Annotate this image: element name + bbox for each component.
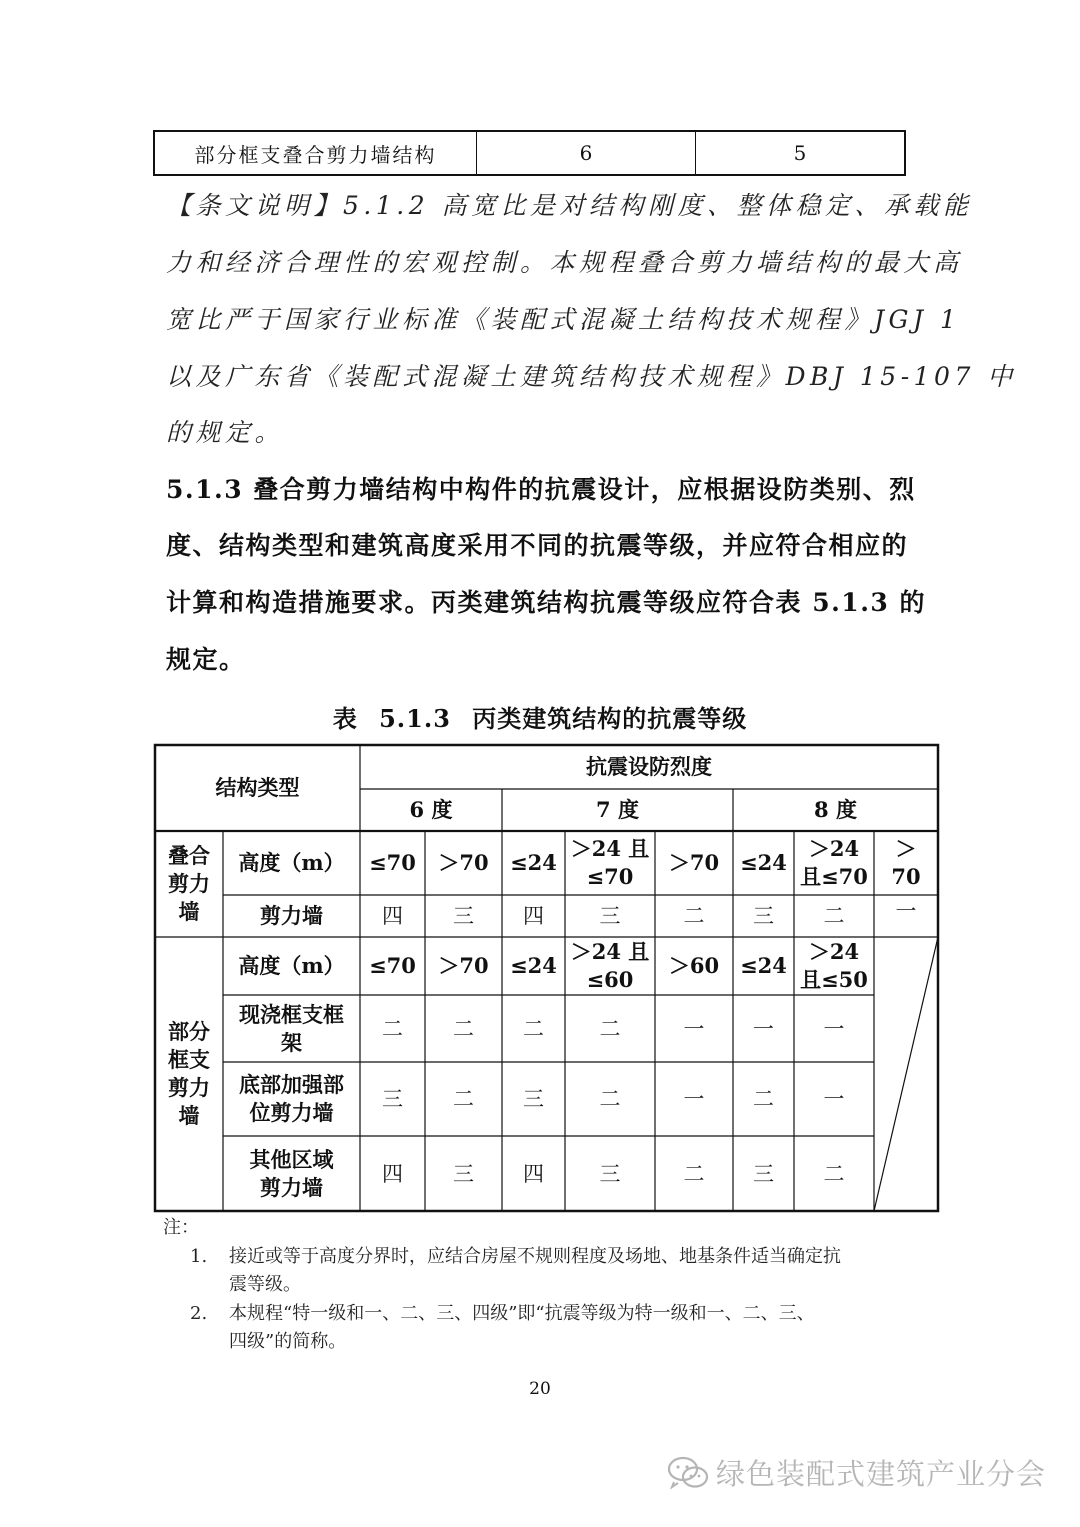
header-7-degree: 7 度 [596, 797, 639, 822]
g1-height-cell: ≤70 [369, 850, 416, 875]
g2-grade-cell: 三 [599, 1161, 621, 1186]
g1-grade-cell: 一 [895, 899, 917, 923]
g2-row-label: 其他区域 剪力墙 [249, 1146, 334, 1200]
g2-grade-cell: 三 [753, 1161, 774, 1186]
wechat-icon [666, 1455, 710, 1491]
g1-height-cell: ＞70 [438, 850, 489, 875]
explanation-line-5: 的规定。 [166, 418, 285, 447]
g1-height-cell: ＞70 [668, 850, 720, 875]
g2-height-cell: ＞24 且≤50 [800, 939, 868, 992]
watermark-text: 绿色装配式建筑产业分会 [715, 1457, 1046, 1491]
g2-height-cell: ＞24 且 ≤60 [570, 939, 650, 992]
g1-grade-cell: 二 [683, 904, 705, 928]
g2-height-label: 高度（m） [238, 953, 345, 978]
g2-grade-cell: 四 [523, 1161, 544, 1186]
page-number: 20 [529, 1379, 551, 1399]
g1-grade-cell: 三 [599, 904, 621, 928]
g1-grade-cell: 四 [382, 904, 403, 928]
note-2-number: 2. [190, 1303, 208, 1324]
note-2-line-2: 四级”的简称。 [229, 1331, 347, 1352]
top-row-value-2: 5 [793, 141, 807, 165]
top-row-value-1: 6 [477, 132, 696, 174]
note-2-line-1: 本规程“特一级和一、二、三、四级”即“抗震等级为特一级和一、二、三、 [229, 1303, 815, 1324]
group-composite-shear-wall: 叠合 剪力 墙 [168, 843, 210, 924]
header-8-degree: 8 度 [814, 797, 857, 822]
top-row-label: 部分框支叠合剪力墙结构 [155, 132, 477, 174]
table-caption: 表 5.1.3 丙类建筑结构的抗震等级 [332, 704, 748, 733]
clause-line-2: 度、结构类型和建筑高度采用不同的抗震等级，并应符合相应的 [166, 531, 909, 560]
note-1-line-1: 接近或等于高度分界时，应结合房屋不规则程度及场地、地基条件适当确定抗 [229, 1246, 841, 1267]
g1-height-cell: ＞24 且≤70 [800, 836, 868, 889]
g1-grade-cell: 三 [753, 904, 774, 928]
header-intensity: 抗震设防烈度 [586, 754, 712, 779]
watermark [666, 1452, 1046, 1493]
note-1-line-2: 震等级。 [229, 1274, 301, 1295]
g2-row-label: 现浇框支框 架 [239, 1001, 344, 1055]
g2-grade-cell: 一 [683, 1087, 705, 1111]
g2-row-label: 底部加强部 位剪力墙 [239, 1072, 344, 1125]
top-table-row [153, 130, 906, 176]
g2-grade-cell: 二 [453, 1016, 474, 1041]
g1-height-cell: ≤24 [510, 850, 557, 875]
clause-line-4: 规定。 [166, 645, 246, 674]
g2-grade-cell: 一 [753, 1016, 774, 1041]
g1-height-cell: ≤24 [740, 850, 787, 875]
g2-grade-cell: 二 [753, 1087, 774, 1111]
explanation-line-2: 力和经济合理性的宏观控制。本规程叠合剪力墙结构的最大高 [166, 248, 963, 277]
g1-height-cell: ＞24 且 ≤70 [570, 836, 650, 889]
g1-height-label: 高度（m） [238, 850, 345, 875]
g2-grade-cell: 四 [382, 1161, 403, 1186]
g2-grade-cell: 一 [683, 1016, 705, 1041]
clause-line-3: 计算和构造措施要求。丙类建筑结构抗震等级应符合表 5.1.3 的 [166, 588, 927, 617]
g2-grade-cell: 三 [453, 1161, 474, 1186]
g2-height-cell: ≤70 [369, 953, 416, 978]
header-structure-type: 结构类型 [215, 775, 300, 800]
g2-height-cell: ＞60 [668, 953, 720, 978]
explanation-line-3: 宽比严于国家行业标准《装配式混凝土结构技术规程》JGJ 1 [166, 305, 961, 334]
g1-grade-cell: 四 [523, 904, 544, 928]
g2-grade-cell: 二 [382, 1016, 403, 1041]
note-1-number: 1. [190, 1246, 208, 1267]
explanation-line-4: 以及广东省《装配式混凝土建筑结构技术规程》DBJ 15-107 中 [166, 362, 1017, 391]
g2-grade-cell: 二 [823, 1161, 845, 1186]
g2-grade-cell: 二 [683, 1161, 705, 1186]
g2-grade-cell: 二 [523, 1016, 544, 1041]
g2-grade-cell: 二 [453, 1087, 474, 1111]
clause-line-1: 5.1.3 叠合剪力墙结构中构件的抗震设计，应根据设防类别、烈 [166, 475, 916, 504]
g2-grade-cell: 二 [599, 1087, 621, 1111]
group-partial-frame-supported-shear-wall: 部分 框支 剪力 墙 [168, 1019, 210, 1128]
g1-height-cell: ＞ 70 [891, 836, 921, 889]
g2-grade-cell: 一 [823, 1087, 845, 1111]
g2-grade-cell: 一 [823, 1016, 845, 1041]
g2-grade-cell: 二 [599, 1016, 621, 1041]
g1-grade-cell: 三 [453, 904, 474, 928]
notes-title: 注： [163, 1217, 199, 1238]
g2-height-cell: ＞70 [438, 953, 489, 978]
g1-grade-cell: 二 [823, 904, 845, 928]
g2-height-cell: ≤24 [740, 953, 787, 978]
g2-grade-cell: 三 [523, 1087, 544, 1111]
g2-height-cell: ≤24 [510, 953, 557, 978]
g2-grade-cell: 三 [382, 1087, 403, 1111]
explanation-line-1: 【条文说明】5.1.2 高宽比是对结构刚度、整体稳定、承载能 [166, 191, 973, 220]
header-6-degree: 6 度 [409, 797, 453, 822]
g1-shear-wall-label: 剪力墙 [260, 903, 323, 928]
